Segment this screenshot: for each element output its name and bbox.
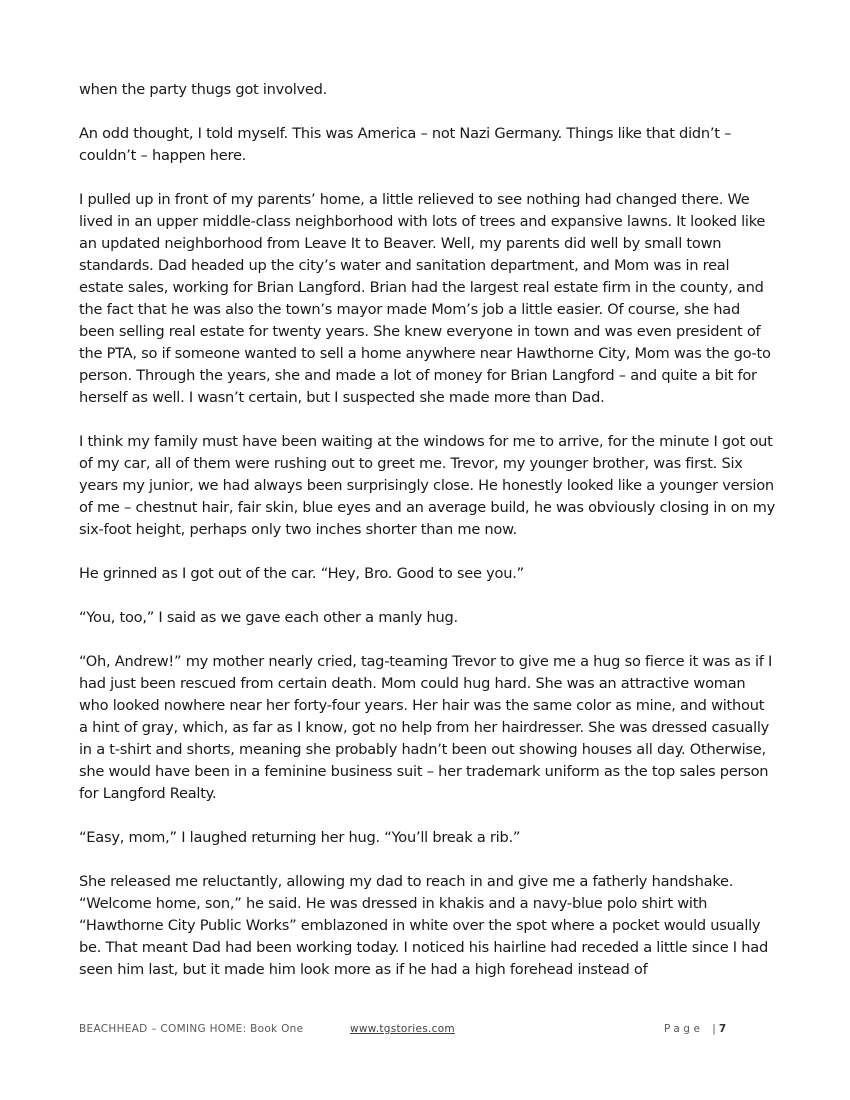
paragraph: He grinned as I got out of the car. “Hey, Bro. Good to see you.” [79,565,524,582]
paragraph: She released me reluctantly, allowing my dad to reach in and give me a fatherly handshake. “Welcome home, son,” he said. He was dressed in khakis and a navy-blue polo shirt with “Hawthorne City Public Works” emblazoned in white over the spot where a pocket would usually be. That meant Dad had been working today. I noticed his hairline had receded a little since I had seen him last, but it made him look more as if he had a high forehead instead of [79,873,768,978]
paragraph: “Easy, mom,” I laughed returning her hug. “You’ll break a rib.” [79,829,521,846]
paragraph: An odd thought, I told myself. This was America – not Nazi Germany. Things like that didn’t – couldn’t – happen here. [79,125,732,164]
footer-website-link[interactable]: www.tgstories.com [350,1023,455,1035]
paragraph: when the party thugs got involved. [79,81,328,98]
footer-page-indicator [664,1023,726,1035]
page-label: Page [664,1023,704,1035]
page-number: 7 [718,1023,727,1035]
page-footer [79,1023,775,1039]
paragraph: I pulled up in front of my parents’ home, a little relieved to see nothing had changed there. We lived in an upper middle-class neighborhood with lots of trees and expansive lawns. It looked like an updated neighborhood from Leave It to Beaver. Well, my parents did well by small town standards. Dad headed up the city’s water and sanitation department, and Mom was in real estate sales, working for Brian Langford. Brian had the largest real estate firm in the county, and the fact that he was also the town’s mayor made Mom’s job a little easier. Of course, she had been selling real estate for twenty years. She knew everyone in town and was even president of the PTA, so if someone wanted to sell a home anywhere near Hawthorne City, Mom was the go-to person. Through the years, she and made a lot of money for Brian Langford – and quite a bit for herself as well. I wasn’t certain, but I suspected she made more than Dad. [79,191,771,406]
paragraph: I think my family must have been waiting at the windows for me to arrive, for the minute I got out of my car, all of them were rushing out to greet me. Trevor, my younger brother, was first. Six years my junior, we had always been surprisingly close. He honestly looked like a younger version of me – chestnut hair, fair skin, blue eyes and an average build, he was obviously closing in on my six-foot height, perhaps only two inches shorter than me now. [79,433,776,538]
page-separator: | [712,1023,716,1035]
body-text [79,79,775,1003]
paragraph: “Oh, Andrew!” my mother nearly cried, tag-teaming Trevor to give me a hug so fierce it was as if I had just been rescued from certain death. Mom could hug hard. She was an attractive woman who looked nowhere near her forty-four years. Her hair was the same color as mine, and without a hint of gray, which, as far as I know, got no help from her hairdresser. She was dressed casually in a t-shirt and shorts, meaning she probably hadn’t been out showing houses all day. Otherwise, she would have been in a feminine business suit – her trademark uniform as the top sales person for Langford Realty. [79,653,773,802]
paragraph: “You, too,” I said as we gave each other a manly hug. [79,609,458,626]
footer-book-title: BEACHHEAD – COMING HOME: Book One [79,1023,304,1035]
